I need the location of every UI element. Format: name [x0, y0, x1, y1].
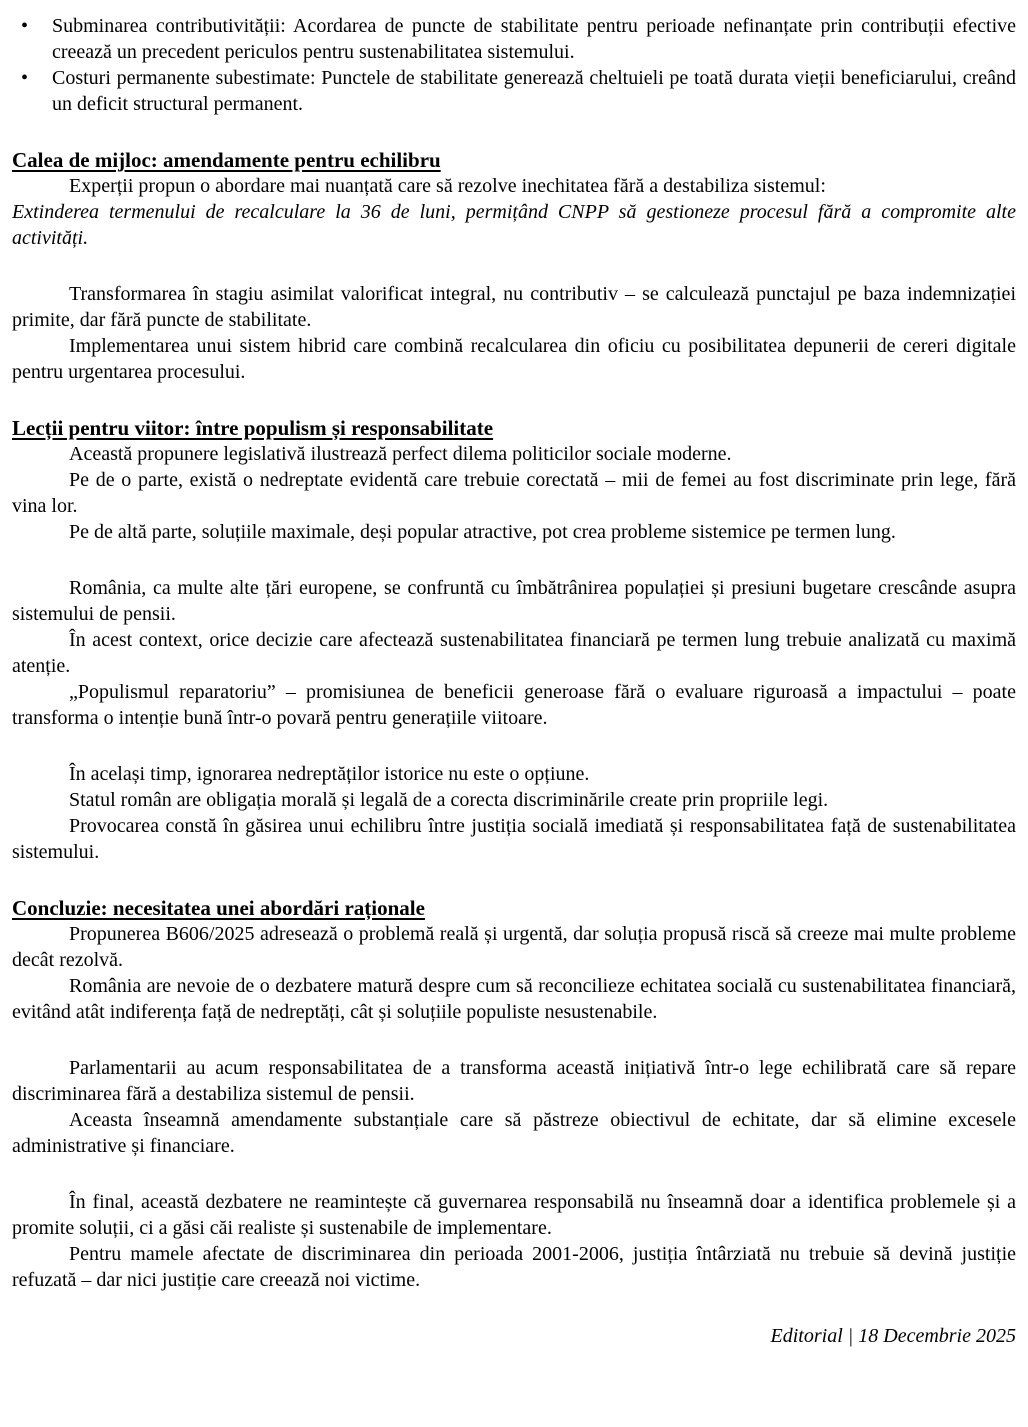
blank-line — [12, 731, 1016, 761]
bullet-text: Subminarea contributivității: Acordarea de puncte de stabilitate pentru perioade nefinanțate prin contribuții efective creează un precedent periculos pentru sustenabilitatea sistemului. — [52, 15, 1016, 63]
paragraph: Statul român are obligația morală și legală de a corecta discriminările create prin propriile legi. — [69, 789, 829, 811]
paragraph: România are nevoie de o dezbatere matură despre cum să reconcilieze echitatea socială cu sustenabilitatea financiară, evitând atât indiferența față de nedreptăți, cât și soluțiile populiste nesustenabile. — [12, 975, 1016, 1023]
blank-line — [12, 1159, 1016, 1189]
bullet-icon: • — [21, 67, 29, 89]
paragraph: Pe de o parte, există o nedreptate evidentă care trebuie corectată – mii de femei au fost discriminate prin lege, fără vina lor. — [12, 469, 1016, 517]
blank-line — [12, 1293, 1016, 1323]
document-footer: Editorial | 18 Decembrie 2025 — [770, 1325, 1016, 1347]
paragraph: Propunerea B606/2025 adresează o problemă reală și urgentă, dar soluția propusă riscă să creeze mai multe probleme decât rezolvă. — [12, 923, 1016, 971]
paragraph: În final, această dezbatere ne reamintește că guvernarea responsabilă nu înseamnă doar a identifica problemele și a promite soluții, ci a găsi căi realiste și sustenabile de implementare. — [12, 1191, 1016, 1239]
list-item — [12, 65, 1016, 117]
paragraph: Transformarea în stagiu asimilat valorificat integral, nu contributiv – se calculează punctajul pe baza indemnizației primite, dar fără puncte de stabilitate. — [12, 283, 1016, 331]
paragraph: Provocarea constă în găsirea unui echilibru între justiția socială imediată și responsabilitatea față de sustenabilitatea sistemului. — [12, 815, 1016, 863]
bullet-text: Costuri permanente subestimate: Punctele de stabilitate generează cheltuieli pe toată durata vieții beneficiarului, creând un deficit structural permanent. — [52, 67, 1016, 115]
list-item — [12, 13, 1016, 65]
paragraph: Pe de altă parte, soluțiile maximale, deși popular atractive, pot crea probleme sistemice pe termen lung. — [69, 521, 896, 543]
paragraph: „Populismul reparatoriu” – promisiunea de beneficii generoase fără o evaluare riguroasă a impactului – poate transforma o intenție bună într-o povară pentru generațiile viitoare. — [12, 681, 1016, 729]
paragraph: Experții propun o abordare mai nuanțată care să rezolve inechitatea fără a destabiliza sistemul: — [69, 175, 826, 197]
section-heading-lectii-pentru-viitor: Lecții pentru viitor: între populism și responsabilitate — [12, 416, 494, 440]
paragraph: Pentru mamele afectate de discriminarea din perioada 2001-2006, justiția întârziată nu trebuie să devină justiție refuzată – dar nici justiție care creează noi victime. — [12, 1243, 1016, 1291]
blank-line — [12, 545, 1016, 575]
bullet-list — [12, 13, 1016, 117]
bullet-icon: • — [21, 15, 29, 37]
paragraph: România, ca multe alte țări europene, se confruntă cu îmbătrânirea populației și presiuni bugetare crescânde asupra sistemului de pensii. — [12, 577, 1016, 625]
blank-line — [12, 251, 1016, 281]
paragraph: În acest context, orice decizie care afectează sustenabilitatea financiară pe termen lung trebuie analizată cu maximă atenție. — [12, 629, 1016, 677]
paragraph: Această propunere legislativă ilustrează perfect dilema politicilor sociale moderne. — [69, 443, 732, 465]
section-heading-concluzie: Concluzie: necesitatea unei abordări raționale — [12, 896, 425, 920]
paragraph: Implementarea unui sistem hibrid care combină recalcularea din oficiu cu posibilitatea depunerii de cereri digitale pentru urgentarea procesului. — [12, 335, 1016, 383]
paragraph: Parlamentarii au acum responsabilitatea de a transforma această inițiativă într-o lege echilibrată care să repare discriminarea fără a destabiliza sistemul de pensii. — [12, 1057, 1016, 1105]
section-heading-calea-de-mijloc: Calea de mijloc: amendamente pentru echilibru — [12, 148, 441, 172]
blank-line — [12, 1025, 1016, 1055]
paragraph: Aceasta înseamnă amendamente substanțiale care să păstreze obiectivul de echitate, dar să elimine excesele administrative și financiare. — [12, 1109, 1016, 1157]
paragraph-italic: Extinderea termenului de recalculare la 36 de luni, permițând CNPP să gestioneze procesul fără a compromite alte activități. — [12, 201, 1016, 249]
paragraph: În același timp, ignorarea nedreptăților istorice nu este o opțiune. — [69, 763, 590, 785]
